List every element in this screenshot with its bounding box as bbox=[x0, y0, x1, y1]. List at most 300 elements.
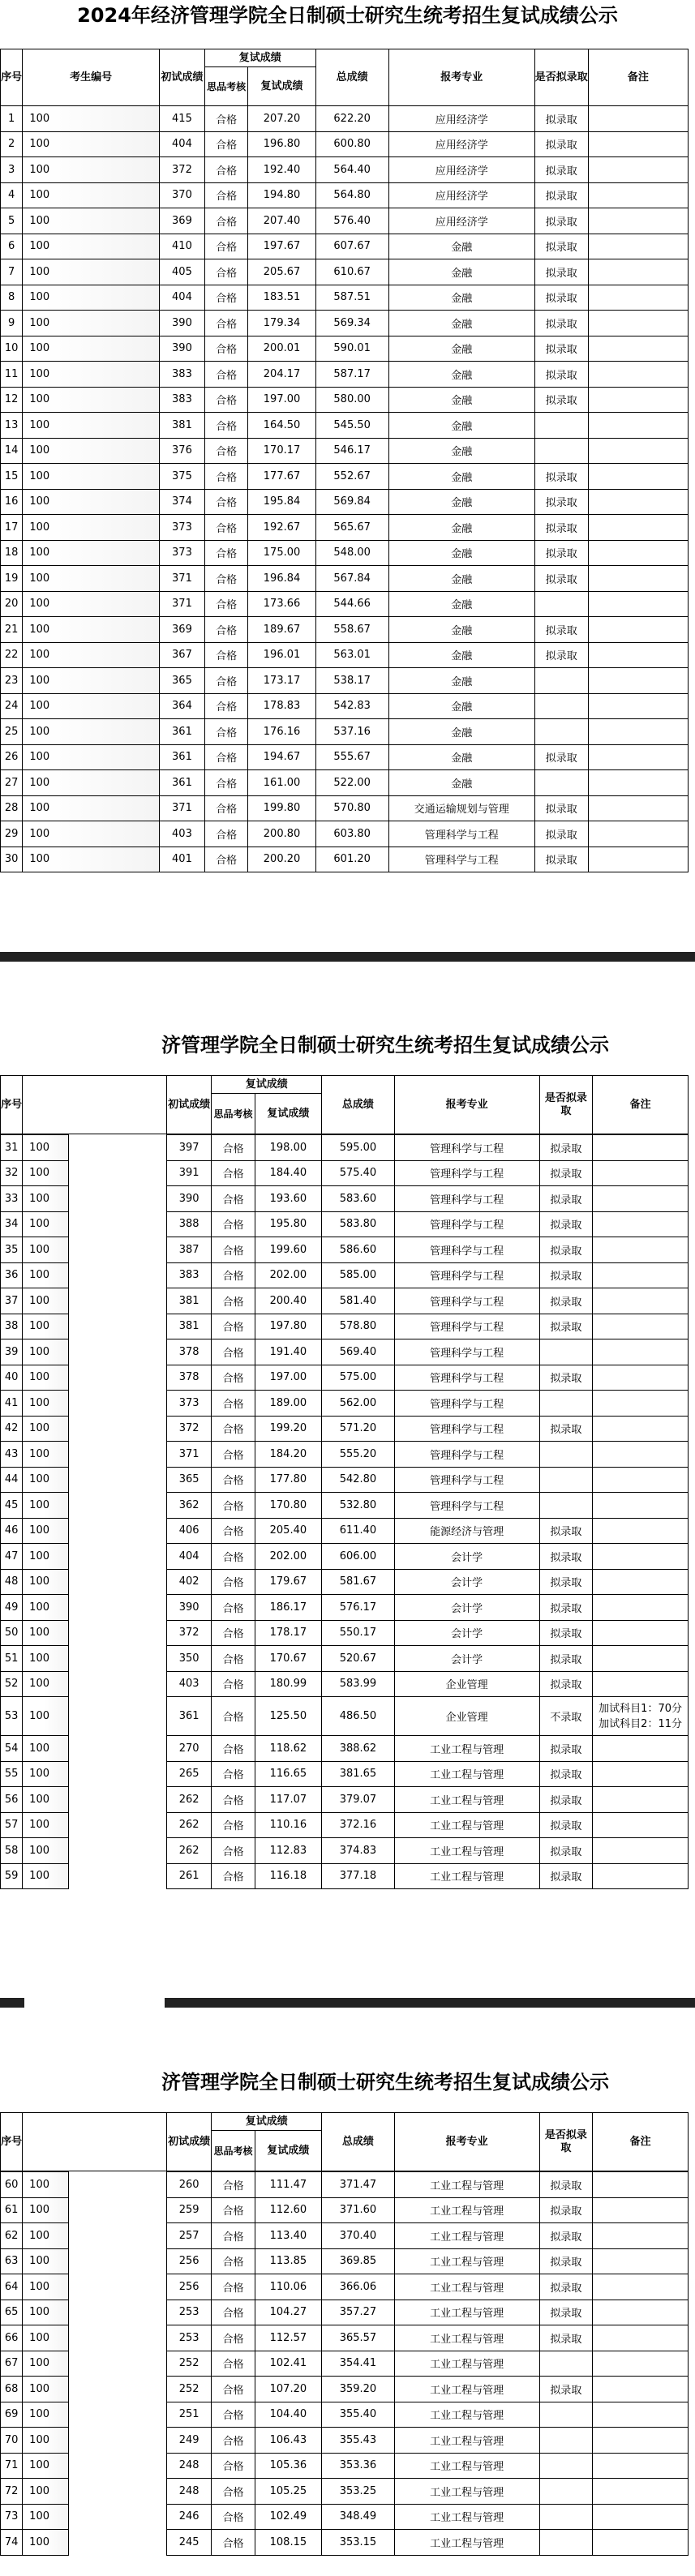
cell-remark bbox=[593, 1365, 689, 1391]
cell-exam-no: 100 bbox=[23, 413, 160, 439]
cell-political: 合格 bbox=[212, 1314, 255, 1339]
cell-seq: 52 bbox=[1, 1671, 23, 1697]
table-row bbox=[1, 182, 689, 208]
cell-remark bbox=[593, 2402, 689, 2428]
cell-total: 564.40 bbox=[315, 157, 388, 183]
cell-political: 合格 bbox=[212, 1467, 255, 1493]
cell-major: 工业工程与管理 bbox=[394, 1761, 539, 1787]
page-divider bbox=[0, 1998, 24, 2008]
cell-admit: 拟录取 bbox=[534, 157, 588, 183]
cell-total: 611.40 bbox=[322, 1518, 394, 1544]
cell-exam-no: 100 bbox=[23, 1391, 69, 1417]
cell-initial: 369 bbox=[160, 617, 205, 643]
cell-total: 548.00 bbox=[315, 540, 388, 566]
page-divider bbox=[165, 1998, 695, 2008]
cell-total: 379.07 bbox=[322, 1787, 394, 1813]
cell-total: 576.17 bbox=[322, 1595, 394, 1621]
cell-political: 合格 bbox=[204, 540, 248, 566]
table-row bbox=[1, 515, 689, 541]
cell-major: 工业工程与管理 bbox=[394, 2274, 539, 2300]
table-row bbox=[1, 2453, 689, 2479]
cell-initial: 370 bbox=[160, 182, 205, 208]
cell-political: 合格 bbox=[204, 157, 248, 183]
cell-seq: 29 bbox=[1, 821, 23, 847]
cell-gap bbox=[68, 2351, 166, 2377]
cell-initial: 270 bbox=[166, 1736, 211, 1762]
table-header bbox=[0, 49, 689, 106]
cell-remark bbox=[588, 208, 688, 234]
cell-total: 372.16 bbox=[322, 1812, 394, 1838]
cell-major: 工业工程与管理 bbox=[394, 1812, 539, 1838]
cell-seq: 8 bbox=[1, 285, 23, 311]
cell-major: 金融 bbox=[388, 464, 534, 490]
cell-initial: 246 bbox=[166, 2504, 211, 2530]
header-admit: 是否拟录取 bbox=[539, 1076, 593, 1134]
table-row bbox=[1, 1493, 689, 1519]
cell-admit: 拟录取 bbox=[539, 1620, 593, 1646]
cell-initial: 369 bbox=[160, 208, 205, 234]
cell-retest: 112.83 bbox=[255, 1838, 322, 1864]
cell-initial: 403 bbox=[160, 821, 205, 847]
cell-total: 583.80 bbox=[322, 1211, 394, 1237]
cell-retest: 170.17 bbox=[248, 438, 315, 464]
cell-admit bbox=[534, 413, 588, 439]
cell-gap bbox=[68, 1237, 166, 1263]
cell-remark bbox=[593, 1237, 689, 1263]
cell-major: 管理科学与工程 bbox=[394, 1160, 539, 1186]
cell-exam-no: 100 bbox=[23, 1314, 69, 1339]
cell-major: 管理科学与工程 bbox=[394, 1211, 539, 1237]
cell-admit: 拟录取 bbox=[534, 464, 588, 490]
cell-total: 569.40 bbox=[322, 1339, 394, 1365]
cell-major: 金融 bbox=[388, 591, 534, 617]
cell-seq: 67 bbox=[1, 2351, 23, 2377]
cell-admit bbox=[539, 1493, 593, 1519]
cell-exam-no: 100 bbox=[23, 106, 160, 132]
cell-seq: 30 bbox=[1, 847, 23, 872]
cell-initial: 374 bbox=[160, 489, 205, 515]
cell-exam-no: 100 bbox=[23, 795, 160, 821]
cell-gap bbox=[68, 1787, 166, 1813]
cell-political: 合格 bbox=[212, 1160, 255, 1186]
cell-political: 合格 bbox=[212, 1211, 255, 1237]
cell-major: 应用经济学 bbox=[388, 131, 534, 157]
cell-seq: 70 bbox=[1, 2428, 23, 2454]
header-gap bbox=[23, 1076, 69, 1134]
cell-seq: 41 bbox=[1, 1391, 23, 1417]
cell-total: 381.65 bbox=[322, 1761, 394, 1787]
cell-political: 合格 bbox=[212, 1646, 255, 1672]
cell-major: 工业工程与管理 bbox=[394, 2479, 539, 2505]
page-title: 2024年经济管理学院全日制硕士研究生统考招生复试成绩公示 bbox=[77, 4, 618, 27]
cell-major: 管理科学与工程 bbox=[394, 1314, 539, 1339]
cell-admit bbox=[534, 719, 588, 745]
table-row bbox=[1, 1391, 689, 1417]
cell-major: 应用经济学 bbox=[388, 182, 534, 208]
table-row bbox=[1, 1288, 689, 1314]
cell-admit bbox=[539, 1339, 593, 1365]
cell-political: 合格 bbox=[212, 1493, 255, 1519]
cell-initial: 253 bbox=[166, 2325, 211, 2351]
cell-seq: 2 bbox=[1, 131, 23, 157]
cell-exam-no: 100 bbox=[23, 2197, 69, 2223]
cell-seq: 15 bbox=[1, 464, 23, 490]
cell-retest: 200.20 bbox=[248, 847, 315, 872]
cell-seq: 42 bbox=[1, 1416, 23, 1442]
cell-political: 合格 bbox=[212, 1812, 255, 1838]
cell-exam-no: 100 bbox=[23, 234, 160, 259]
cell-retest: 205.67 bbox=[248, 259, 315, 285]
cell-admit: 拟录取 bbox=[539, 1761, 593, 1787]
cell-admit: 拟录取 bbox=[534, 617, 588, 643]
cell-retest: 173.66 bbox=[248, 591, 315, 617]
table-row bbox=[1, 1186, 689, 1212]
cell-initial: 261 bbox=[166, 1863, 211, 1889]
header-exam-no: 考生编号 bbox=[23, 49, 160, 106]
cell-exam-no: 100 bbox=[23, 2223, 69, 2249]
cell-seq: 12 bbox=[1, 387, 23, 413]
cell-political: 合格 bbox=[204, 387, 248, 413]
cell-exam-no: 100 bbox=[23, 1237, 69, 1263]
cell-political: 合格 bbox=[212, 1544, 255, 1570]
cell-gap bbox=[68, 1442, 166, 1468]
cell-initial: 249 bbox=[166, 2428, 211, 2454]
header-political: 思品考核 bbox=[212, 1094, 255, 1134]
header-admit: 是否拟录取 bbox=[539, 2113, 593, 2171]
cell-initial: 253 bbox=[166, 2300, 211, 2325]
cell-major: 管理科学与工程 bbox=[394, 1416, 539, 1442]
cell-major: 管理科学与工程 bbox=[388, 847, 534, 872]
cell-admit: 拟录取 bbox=[539, 1838, 593, 1864]
cell-exam-no: 100 bbox=[23, 438, 160, 464]
cell-gap bbox=[68, 1416, 166, 1442]
cell-major: 工业工程与管理 bbox=[394, 2325, 539, 2351]
cell-seq: 55 bbox=[1, 1761, 23, 1787]
cell-retest: 108.15 bbox=[255, 2530, 322, 2556]
cell-political: 合格 bbox=[212, 1736, 255, 1762]
cell-total: 542.83 bbox=[315, 693, 388, 719]
cell-remark bbox=[588, 693, 688, 719]
cell-remark bbox=[593, 1391, 689, 1417]
cell-seq: 28 bbox=[1, 795, 23, 821]
cell-gap bbox=[68, 1365, 166, 1391]
cell-political: 合格 bbox=[204, 515, 248, 541]
header-retest: 复试成绩 bbox=[212, 2113, 322, 2131]
header-retest: 复试成绩 bbox=[204, 49, 315, 67]
cell-political: 合格 bbox=[212, 2479, 255, 2505]
cell-admit: 拟录取 bbox=[539, 1186, 593, 1212]
cell-seq: 31 bbox=[1, 1135, 23, 1161]
table-row bbox=[1, 285, 689, 311]
cell-major: 金融 bbox=[388, 234, 534, 259]
cell-major: 管理科学与工程 bbox=[394, 1262, 539, 1288]
cell-remark bbox=[593, 1595, 689, 1621]
cell-remark bbox=[593, 1620, 689, 1646]
table-row bbox=[1, 1211, 689, 1237]
cell-admit: 拟录取 bbox=[539, 2223, 593, 2249]
cell-seq: 65 bbox=[1, 2300, 23, 2325]
cell-major: 工业工程与管理 bbox=[394, 2248, 539, 2274]
cell-seq: 73 bbox=[1, 2504, 23, 2530]
table-row bbox=[1, 362, 689, 388]
cell-major: 应用经济学 bbox=[388, 106, 534, 132]
header-initial: 初试成绩 bbox=[166, 2113, 211, 2171]
cell-remark bbox=[593, 1787, 689, 1813]
cell-major: 会计学 bbox=[394, 1646, 539, 1672]
cell-total: 586.60 bbox=[322, 1237, 394, 1263]
cell-total: 354.41 bbox=[322, 2351, 394, 2377]
cell-retest: 197.80 bbox=[255, 1314, 322, 1339]
cell-admit bbox=[534, 770, 588, 796]
cell-retest: 189.00 bbox=[255, 1391, 322, 1417]
cell-remark bbox=[593, 1442, 689, 1468]
cell-admit bbox=[539, 2351, 593, 2377]
cell-remark bbox=[588, 182, 688, 208]
cell-seq: 48 bbox=[1, 1569, 23, 1595]
cell-initial: 361 bbox=[160, 770, 205, 796]
cell-total: 555.67 bbox=[315, 744, 388, 770]
cell-exam-no: 100 bbox=[23, 1442, 69, 1468]
cell-gap bbox=[68, 1339, 166, 1365]
table-row bbox=[1, 2351, 689, 2377]
cell-remark bbox=[588, 770, 688, 796]
cell-retest: 112.57 bbox=[255, 2325, 322, 2351]
cell-admit: 拟录取 bbox=[534, 540, 588, 566]
cell-retest: 125.50 bbox=[255, 1697, 322, 1736]
cell-political: 合格 bbox=[212, 1787, 255, 1813]
cell-political: 合格 bbox=[204, 131, 248, 157]
cell-retest: 102.41 bbox=[255, 2351, 322, 2377]
cell-admit: 拟录取 bbox=[534, 795, 588, 821]
cell-major: 金融 bbox=[388, 693, 534, 719]
cell-admit: 拟录取 bbox=[539, 1595, 593, 1621]
cell-retest: 202.00 bbox=[255, 1262, 322, 1288]
cell-initial: 262 bbox=[166, 1838, 211, 1864]
cell-remark bbox=[588, 157, 688, 183]
cell-initial: 350 bbox=[166, 1646, 211, 1672]
cell-total: 532.80 bbox=[322, 1493, 394, 1519]
cell-gap bbox=[68, 1135, 166, 1161]
cell-total: 355.40 bbox=[322, 2402, 394, 2428]
cell-major: 企业管理 bbox=[394, 1671, 539, 1697]
cell-total: 575.00 bbox=[322, 1365, 394, 1391]
cell-admit: 拟录取 bbox=[539, 2197, 593, 2223]
cell-total: 562.00 bbox=[322, 1391, 394, 1417]
cell-major: 金融 bbox=[388, 540, 534, 566]
cell-exam-no: 100 bbox=[23, 2351, 69, 2377]
cell-remark bbox=[593, 1812, 689, 1838]
cell-admit: 拟录取 bbox=[534, 821, 588, 847]
table-row bbox=[1, 1812, 689, 1838]
cell-retest: 170.67 bbox=[255, 1646, 322, 1672]
cell-admit: 拟录取 bbox=[534, 489, 588, 515]
cell-total: 622.20 bbox=[315, 106, 388, 132]
cell-initial: 403 bbox=[166, 1671, 211, 1697]
cell-exam-no: 100 bbox=[23, 1646, 69, 1672]
cell-retest: 193.60 bbox=[255, 1186, 322, 1212]
cell-admit: 拟录取 bbox=[539, 1288, 593, 1314]
cell-initial: 390 bbox=[166, 1595, 211, 1621]
cell-total: 603.80 bbox=[315, 821, 388, 847]
cell-retest: 180.99 bbox=[255, 1671, 322, 1697]
cell-exam-no: 100 bbox=[23, 2530, 69, 2556]
cell-major: 金融 bbox=[388, 642, 534, 668]
cell-political: 合格 bbox=[212, 1518, 255, 1544]
table-row bbox=[1, 591, 689, 617]
cell-seq: 9 bbox=[1, 311, 23, 336]
header-gap bbox=[23, 2113, 69, 2171]
cell-political: 合格 bbox=[212, 1339, 255, 1365]
table-row bbox=[1, 489, 689, 515]
cell-remark bbox=[588, 821, 688, 847]
cell-retest: 192.67 bbox=[248, 515, 315, 541]
cell-admit: 拟录取 bbox=[534, 515, 588, 541]
cell-major: 工业工程与管理 bbox=[394, 2223, 539, 2249]
cell-retest: 199.60 bbox=[255, 1237, 322, 1263]
cell-remark bbox=[593, 2351, 689, 2377]
cell-seq: 1 bbox=[1, 106, 23, 132]
table-row bbox=[1, 1339, 689, 1365]
cell-political: 合格 bbox=[212, 2428, 255, 2454]
cell-initial: 404 bbox=[160, 285, 205, 311]
cell-seq: 22 bbox=[1, 642, 23, 668]
cell-retest: 197.00 bbox=[255, 1365, 322, 1391]
header-seq: 序号 bbox=[1, 2113, 23, 2171]
cell-major: 金融 bbox=[388, 336, 534, 362]
cell-exam-no: 100 bbox=[23, 770, 160, 796]
cell-gap bbox=[68, 2197, 166, 2223]
cell-total: 565.67 bbox=[315, 515, 388, 541]
cell-retest: 106.43 bbox=[255, 2428, 322, 2454]
cell-seq: 34 bbox=[1, 1211, 23, 1237]
cell-exam-no: 100 bbox=[23, 821, 160, 847]
cell-major: 工业工程与管理 bbox=[394, 2351, 539, 2377]
cell-exam-no: 100 bbox=[23, 1211, 69, 1237]
cell-remark bbox=[588, 744, 688, 770]
header-remark: 备注 bbox=[593, 1076, 689, 1134]
cell-exam-no: 100 bbox=[23, 1761, 69, 1787]
cell-retest: 176.16 bbox=[248, 719, 315, 745]
cell-remark bbox=[588, 285, 688, 311]
cell-admit: 拟录取 bbox=[539, 2172, 593, 2198]
header-political: 思品考核 bbox=[212, 2131, 255, 2171]
cell-initial: 381 bbox=[160, 413, 205, 439]
cell-gap bbox=[68, 1211, 166, 1237]
cell-retest: 102.49 bbox=[255, 2504, 322, 2530]
table-row bbox=[1, 1736, 689, 1762]
cell-major: 金融 bbox=[388, 311, 534, 336]
cell-total: 366.06 bbox=[322, 2274, 394, 2300]
cell-retest: 207.40 bbox=[248, 208, 315, 234]
cell-exam-no: 100 bbox=[23, 2479, 69, 2505]
cell-total: 365.57 bbox=[322, 2325, 394, 2351]
cell-retest: 195.80 bbox=[255, 1211, 322, 1237]
cell-admit: 拟录取 bbox=[539, 1416, 593, 1442]
cell-political: 合格 bbox=[212, 1262, 255, 1288]
cell-seq: 66 bbox=[1, 2325, 23, 2351]
cell-admit bbox=[539, 2504, 593, 2530]
cell-total: 595.00 bbox=[322, 1135, 394, 1161]
cell-initial: 252 bbox=[166, 2377, 211, 2402]
cell-retest: 179.67 bbox=[255, 1569, 322, 1595]
cell-initial: 260 bbox=[166, 2172, 211, 2198]
cell-retest: 105.25 bbox=[255, 2479, 322, 2505]
cell-initial: 397 bbox=[166, 1135, 211, 1161]
cell-admit bbox=[539, 1391, 593, 1417]
cell-political: 合格 bbox=[212, 1237, 255, 1263]
table-row bbox=[1, 311, 689, 336]
cell-exam-no: 100 bbox=[23, 311, 160, 336]
cell-seq: 17 bbox=[1, 515, 23, 541]
cell-retest: 194.67 bbox=[248, 744, 315, 770]
cell-seq: 72 bbox=[1, 2479, 23, 2505]
cell-political: 合格 bbox=[212, 2274, 255, 2300]
cell-admit: 拟录取 bbox=[539, 1646, 593, 1672]
cell-remark bbox=[588, 362, 688, 388]
cell-political: 合格 bbox=[212, 2325, 255, 2351]
cell-admit bbox=[539, 2479, 593, 2505]
cell-gap bbox=[68, 1838, 166, 1864]
cell-political: 合格 bbox=[204, 668, 248, 694]
cell-retest: 204.17 bbox=[248, 362, 315, 388]
table-row bbox=[1, 131, 689, 157]
cell-political: 合格 bbox=[212, 2453, 255, 2479]
cell-major: 金融 bbox=[388, 515, 534, 541]
cell-major: 管理科学与工程 bbox=[394, 1186, 539, 1212]
cell-remark bbox=[593, 1671, 689, 1697]
cell-seq: 50 bbox=[1, 1620, 23, 1646]
cell-initial: 262 bbox=[166, 1812, 211, 1838]
cell-initial: 387 bbox=[166, 1237, 211, 1263]
cell-seq: 74 bbox=[1, 2530, 23, 2556]
header-retest-score: 复试成绩 bbox=[255, 2131, 322, 2171]
cell-remark bbox=[588, 131, 688, 157]
cell-seq: 57 bbox=[1, 1812, 23, 1838]
cell-exam-no: 100 bbox=[23, 2300, 69, 2325]
page-title: 济管理学院全日制硕士研究生统考招生复试成绩公示 bbox=[161, 1034, 609, 1057]
cell-political: 合格 bbox=[212, 1863, 255, 1889]
cell-initial: 251 bbox=[166, 2402, 211, 2428]
cell-admit: 拟录取 bbox=[539, 1237, 593, 1263]
cell-gap bbox=[68, 1544, 166, 1570]
cell-gap bbox=[68, 2453, 166, 2479]
cell-gap bbox=[68, 2248, 166, 2274]
cell-remark bbox=[593, 2248, 689, 2274]
cell-remark bbox=[593, 2172, 689, 2198]
cell-admit: 拟录取 bbox=[539, 1863, 593, 1889]
cell-seq: 27 bbox=[1, 770, 23, 796]
cell-exam-no: 100 bbox=[23, 1787, 69, 1813]
cell-retest: 199.20 bbox=[255, 1416, 322, 1442]
cell-political: 合格 bbox=[204, 362, 248, 388]
cell-retest: 111.47 bbox=[255, 2172, 322, 2198]
cell-total: 371.47 bbox=[322, 2172, 394, 2198]
cell-admit: 拟录取 bbox=[539, 1160, 593, 1186]
cell-exam-no: 100 bbox=[23, 566, 160, 592]
cell-major: 会计学 bbox=[394, 1620, 539, 1646]
cell-major: 金融 bbox=[388, 566, 534, 592]
table-row bbox=[1, 2172, 689, 2198]
cell-seq: 68 bbox=[1, 2377, 23, 2402]
cell-total: 538.17 bbox=[315, 668, 388, 694]
cell-admit bbox=[534, 591, 588, 617]
cell-major: 工业工程与管理 bbox=[394, 1736, 539, 1762]
cell-major: 应用经济学 bbox=[388, 208, 534, 234]
cell-political: 合格 bbox=[204, 821, 248, 847]
cell-total: 563.01 bbox=[315, 642, 388, 668]
cell-retest: 112.60 bbox=[255, 2197, 322, 2223]
cell-major: 金融 bbox=[388, 387, 534, 413]
